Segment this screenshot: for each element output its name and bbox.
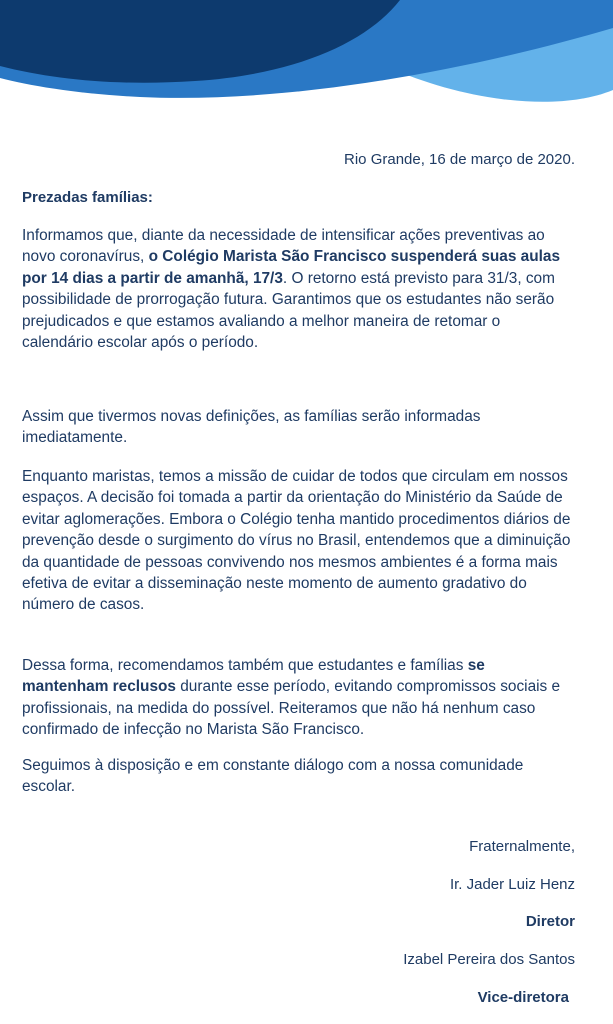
paragraph-text: . O retorno está previsto para 31/3, com possibilidade de prorrogação futura. Garantimos que os estudantes não serão prejudicados e que estamos avaliando a melhor maneira de retomar o calendário escolar após o período.	[22, 269, 555, 352]
paragraph-text: durante esse período, evitando compromissos sociais e profissionais, na medida do possível. Reiteramos que não há nenhum caso confirmado de infecção no Marista São Francisco.	[22, 678, 561, 739]
letter-greeting: Prezadas famílias:	[22, 189, 153, 206]
paragraph-text: Dessa forma, recomendamos também que estudantes e famílias	[22, 657, 468, 674]
paragraph-highlight: o Colégio Marista São Francisco suspenderá suas aulas por 14 dias a partir de amanhã, 17/3	[22, 248, 561, 287]
letter-date: Rio Grande, 16 de março de 2020.	[344, 151, 575, 168]
paragraph-mission: Enquanto maristas, temos a missão de cuidar de todos que circulam em nossos espaços. A decisão foi tomada a partir da orientação do Ministério da Saúde de evitar aglomerações. Embora o Colégio tenha mantido procedimentos diários de prevenção desde o surgimento do vírus no Brasil, entendemos que a diminuição da quantidade de pessoas convivendo nos mesmos ambientes é a forma mais efetiva de evitar a disseminação neste momento de aumento gradativo do número de casos.	[22, 468, 571, 614]
paragraph-new-definitions: Assim que tivermos novas definições, as famílias serão informadas imediatamente.	[22, 408, 481, 447]
signer-vice-director-name: Izabel Pereira dos Santos	[403, 951, 575, 968]
signer-director-name: Ir. Jader Luiz Henz	[449, 876, 575, 893]
paragraph-text: Informamos que, diante da necessidade de intensificar ações preventivas ao novo coronavírus,	[22, 227, 545, 266]
header-wave-decoration	[0, 0, 613, 120]
signer-director-title: Diretor	[525, 913, 575, 930]
paragraph-availability: Seguimos à disposição e em constante diálogo com a nossa comunidade escolar.	[22, 757, 524, 796]
paragraph-highlight: se mantenham reclusos	[22, 657, 485, 696]
paragraph-recommendation	[22, 655, 575, 741]
paragraph-announcement	[22, 225, 575, 353]
letter-closing: Fraternalmente,	[469, 838, 575, 855]
signer-vice-director-title: Vice-diretora	[477, 989, 569, 1006]
